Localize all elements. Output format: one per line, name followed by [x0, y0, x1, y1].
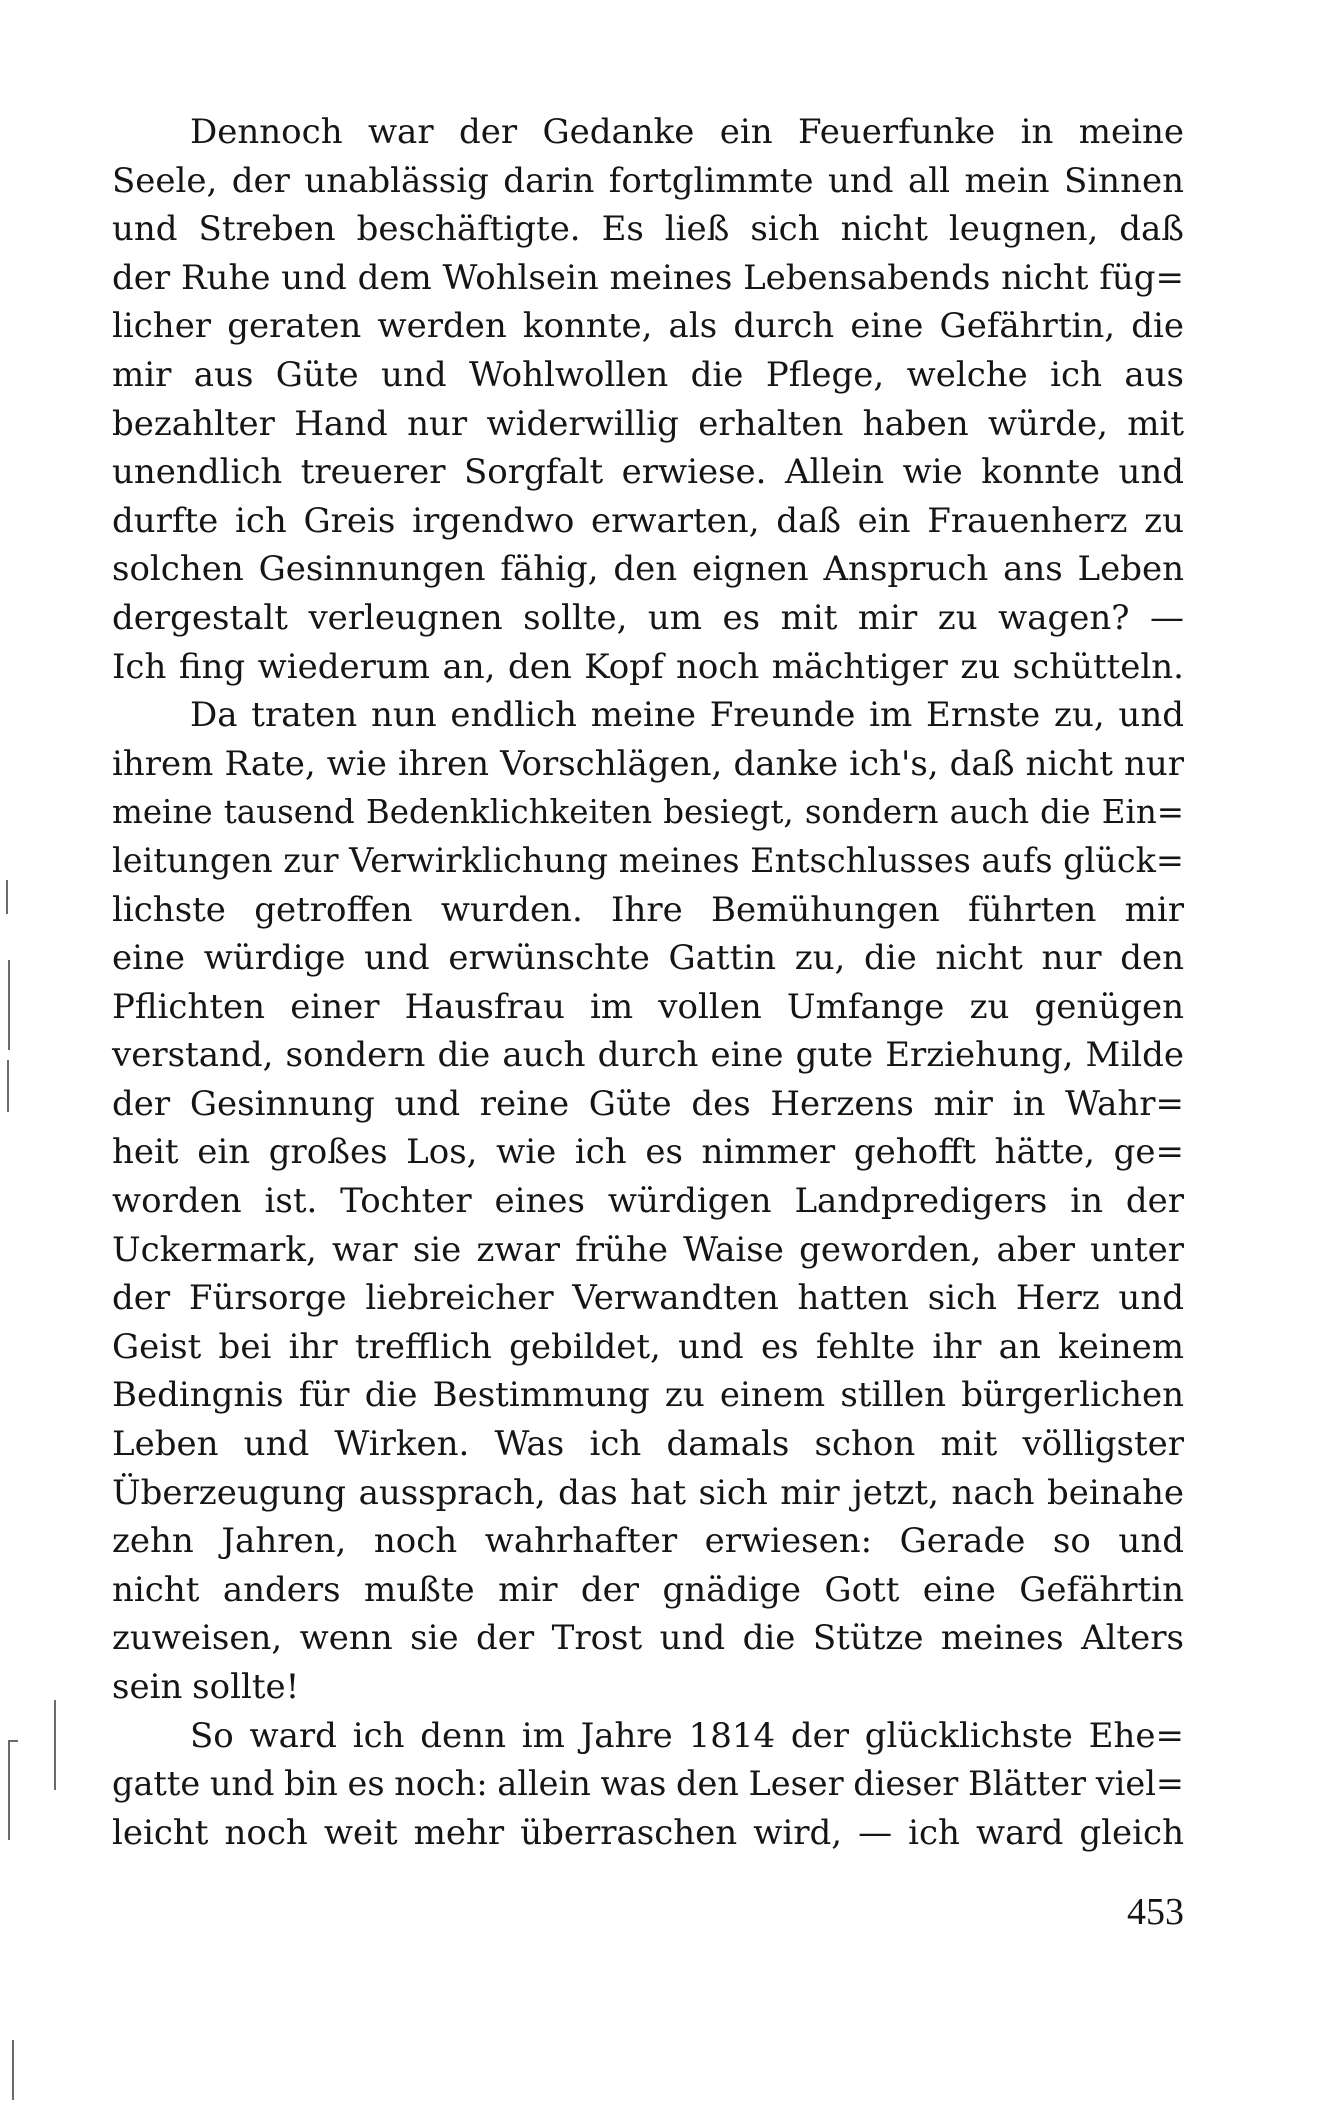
text-line: gatte und bin es noch: allein was den Leser dieser Blätter viel= — [112, 1764, 1184, 1804]
text-line: Da traten nun endlich meine Freunde im Ernste zu, und — [190, 695, 1184, 736]
text-line: zehn Jahren, noch wahrhafter erwiesen: Gerade so und — [112, 1521, 1184, 1562]
text-line: und Streben beschäftigte. Es ließ sich nicht leugnen, daß — [112, 209, 1184, 250]
paragraph-2 — [112, 691, 1184, 1711]
text-line: Seele, der unablässig darin fortglimmte und all mein Sinnen — [112, 160, 1184, 201]
text-line: meine tausend Bedenklichkeiten besiegt, sondern auch die Ein= — [112, 793, 1184, 832]
text-line: mir aus Güte und Wohlwollen die Pflege, welche ich aus — [112, 354, 1184, 395]
scan-edge-mark — [8, 1740, 18, 1742]
scan-edge-mark — [6, 880, 8, 914]
scan-edge-mark — [7, 1060, 9, 1112]
text-line: zuweisen, wenn sie der Trost und die Stütze meines Alters — [112, 1618, 1184, 1659]
paragraph-1 — [112, 108, 1184, 691]
text-line: der Fürsorge liebreicher Verwandten hatten sich Herz und — [112, 1278, 1184, 1319]
text-line: dergestalt verleugnen sollte, um es mit mir zu wagen? — — [112, 597, 1184, 638]
text-line: heit ein großes Los, wie ich es nimmer gehofft hätte, ge= — [112, 1132, 1184, 1173]
text-line: Überzeugung aussprach, das hat sich mir jetzt, nach beinahe — [112, 1472, 1184, 1513]
text-line: licher geraten werden konnte, als durch eine Gefährtin, die — [112, 306, 1184, 347]
text-line: leicht noch weit mehr überraschen wird, — ich ward gleich — [112, 1812, 1184, 1853]
text-line: verstand, sondern die auch durch eine gute Erziehung, Milde — [112, 1035, 1184, 1076]
paragraph-3 — [112, 1712, 1184, 1858]
scan-edge-mark — [54, 1700, 56, 1790]
body-text — [112, 108, 1184, 1857]
text-line: nicht anders mußte mir der gnädige Gott eine Gefährtin — [112, 1569, 1184, 1610]
page-number: 453 — [1127, 1891, 1184, 1933]
text-line: solchen Gesinnungen fähig, den eignen Anspruch ans Leben — [112, 549, 1184, 590]
scan-edge-mark — [8, 1740, 10, 1840]
text-line: der Gesinnung und reine Güte des Herzens mir in Wahr= — [112, 1083, 1184, 1124]
text-line: Pflichten einer Hausfrau im vollen Umfange zu genügen — [112, 986, 1184, 1027]
text-line: ihrem Rate, wie ihren Vorschlägen, danke ich's, daß nicht nur — [112, 743, 1184, 784]
text-line: eine würdige und erwünschte Gattin zu, die nicht nur den — [112, 938, 1184, 979]
text-line: Uckermark, war sie zwar frühe Waise geworden, aber unter — [112, 1229, 1184, 1270]
text-line: lichste getroffen wurden. Ihre Bemühungen führten mir — [112, 889, 1184, 930]
text-line: Geist bei ihr trefflich gebildet, und es fehlte ihr an keinem — [112, 1326, 1184, 1367]
text-line: unendlich treuerer Sorgfalt erwiese. Allein wie konnte und — [112, 452, 1184, 493]
text-line: leitungen zur Verwirklichung meines Entschlusses aufs glück= — [112, 840, 1184, 880]
text-line: Dennoch war der Gedanke ein Feuerfunke in meine — [190, 112, 1184, 152]
text-line: Ich fing wiederum an, den Kopf noch mächtiger zu schütteln. — [112, 646, 1184, 687]
text-line: der Ruhe und dem Wohlsein meines Lebensabends nicht füg= — [112, 257, 1184, 298]
text-line: Leben und Wirken. Was ich damals schon mit völligster — [112, 1424, 1184, 1465]
text-line: worden ist. Tochter eines würdigen Landpredigers in der — [112, 1181, 1184, 1222]
text-line: sein sollte! — [112, 1667, 300, 1707]
text-line: durfte ich Greis irgendwo erwarten, daß ein Frauenherz zu — [112, 500, 1184, 541]
text-line: bezahlter Hand nur widerwillig erhalten haben würde, mit — [112, 403, 1184, 444]
text-line: Bedingnis für die Bestimmung zu einem stillen bürgerlichen — [112, 1375, 1184, 1416]
scan-edge-mark — [8, 960, 10, 1050]
text-line: So ward ich denn im Jahre 1814 der glücklichste Ehe= — [190, 1715, 1184, 1756]
scan-edge-mark — [12, 2040, 14, 2100]
